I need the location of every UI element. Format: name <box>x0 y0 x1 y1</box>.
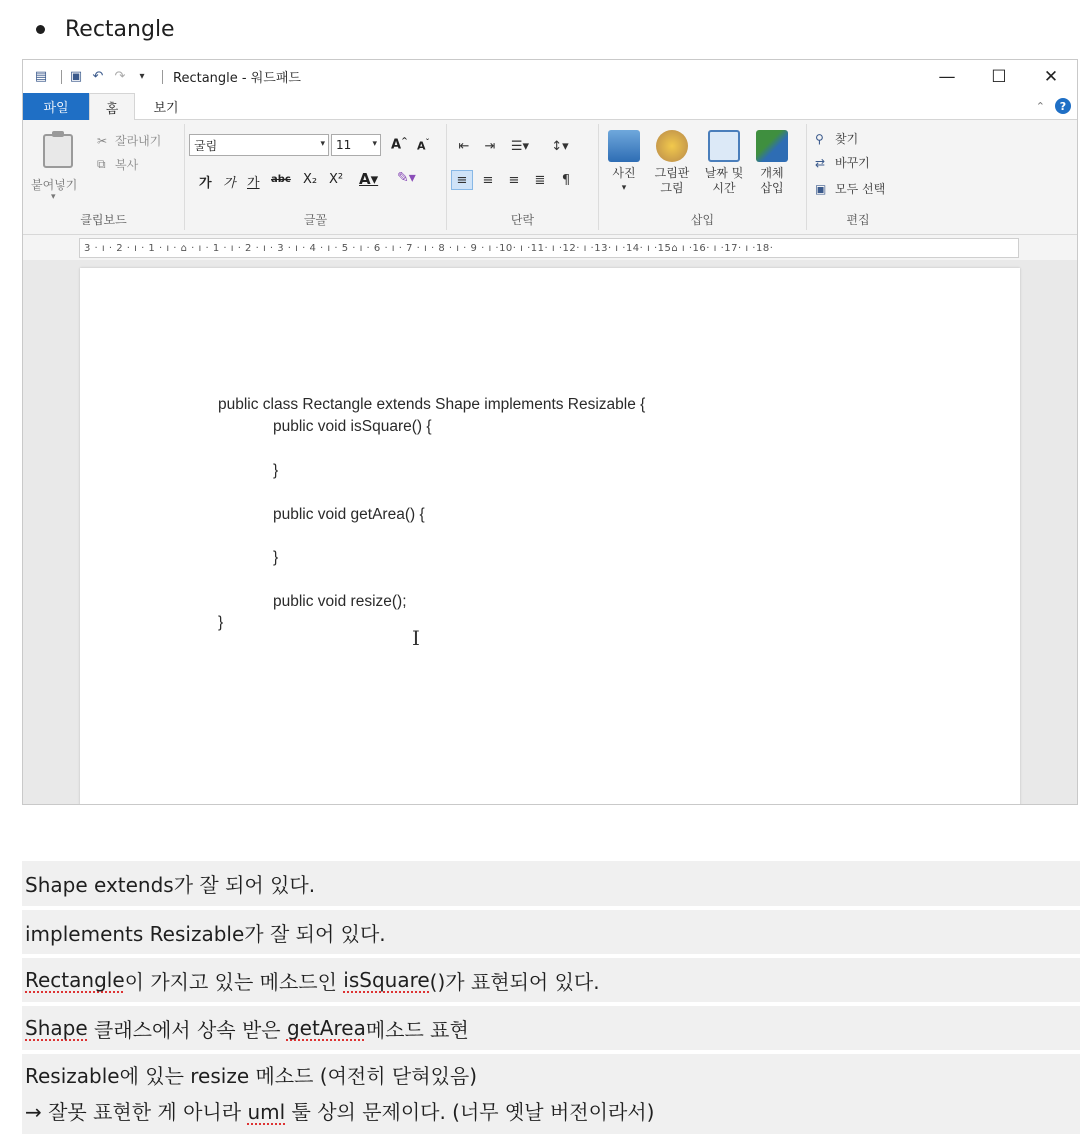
highlight-icon[interactable]: ✎▾ <box>397 170 416 186</box>
object-icon <box>756 130 788 162</box>
cut-button[interactable] <box>97 132 161 149</box>
superscript-button[interactable]: X² <box>329 172 344 187</box>
object-label-2: 삽입 <box>760 181 784 195</box>
tab-home[interactable]: 홈 <box>89 93 135 121</box>
spellcheck-word: uml <box>247 1100 286 1124</box>
insert-object-button[interactable] <box>749 130 795 196</box>
code-line: } <box>273 549 279 566</box>
shrink-font-icon[interactable]: $A^ˇ$ <box>417 138 430 153</box>
decrease-indent-icon[interactable]: ⇤ <box>458 138 470 154</box>
close-button[interactable]: ✕ <box>1043 66 1059 87</box>
wordpad-window <box>22 59 1078 805</box>
bullet-dot <box>36 25 45 34</box>
help-icon[interactable]: ? <box>1055 98 1071 114</box>
document-page[interactable] <box>80 268 1020 805</box>
object-label-1: 개체 <box>760 166 784 180</box>
note-text: 메소드 표현 <box>365 1017 469 1042</box>
note-row <box>22 958 1080 1002</box>
window-controls <box>921 60 1077 93</box>
paragraph-settings-icon[interactable]: ¶ <box>561 172 571 188</box>
code-line: } <box>273 462 279 479</box>
note-row <box>22 861 1080 906</box>
font-group-label: 글꼴 <box>303 213 328 227</box>
increase-indent-icon[interactable]: ⇥ <box>484 138 496 154</box>
note-text: 이 가지고 있는 메소드인 <box>124 969 344 994</box>
wordpad-app-icon[interactable]: ▤ <box>34 69 48 84</box>
scissors-icon: ✂ <box>97 133 108 148</box>
insert-group <box>599 124 807 230</box>
note-row <box>22 1006 1080 1050</box>
datetime-label-2: 시간 <box>712 181 736 195</box>
italic-button[interactable]: 가 <box>223 176 236 191</box>
insert-picture-label: 사진 <box>612 166 636 180</box>
ribbon-tabs <box>23 93 1077 120</box>
divider <box>61 70 62 84</box>
minimize-ribbon-icon[interactable]: ⌃ <box>1035 99 1045 113</box>
paragraph-group <box>447 124 599 230</box>
calendar-icon <box>708 130 740 162</box>
picture-icon <box>608 130 640 162</box>
ribbon-right-controls <box>1036 98 1071 114</box>
note-text: 클래스에서 상속 받은 <box>87 1017 287 1042</box>
quick-access-toolbar <box>33 69 169 85</box>
underline-button[interactable]: 가 <box>247 176 260 191</box>
find-button[interactable] <box>815 130 858 147</box>
font-family-value: 굴림 <box>194 138 218 153</box>
binoculars-icon: ⚲ <box>815 131 824 146</box>
code-line: public void getArea() { <box>273 506 425 523</box>
paste-dropdown-icon[interactable]: ▾ <box>51 192 56 202</box>
insert-picture-button[interactable] <box>601 130 647 196</box>
note-row <box>22 910 1080 954</box>
datetime-label-1: 날짜 및 <box>704 166 744 180</box>
grow-font-icon[interactable]: A^ <box>391 136 408 153</box>
tab-view[interactable]: 보기 <box>153 101 179 116</box>
note-text: → 잘못 표현한 게 아니라 <box>25 1100 248 1124</box>
strikethrough-button[interactable]: abc <box>271 174 291 185</box>
ribbon <box>23 120 1077 235</box>
insert-group-label: 삽입 <box>690 213 715 227</box>
text-cursor-icon: I <box>412 626 420 650</box>
line-spacing-icon[interactable]: ↕▾ <box>551 138 569 154</box>
paste-icon[interactable] <box>43 134 73 168</box>
spellcheck-word: Rectangle <box>25 968 125 992</box>
note-row <box>22 1054 1080 1134</box>
window-title: Rectangle - 워드패드 <box>173 71 301 86</box>
code-line: public void resize(); <box>273 593 407 610</box>
font-size-value: 11 <box>336 138 352 152</box>
paste-button-label[interactable]: 붙여넣기 <box>31 178 78 192</box>
font-color-icon[interactable]: A▾ <box>359 170 379 188</box>
chevron-down-icon: ▾ <box>621 183 627 193</box>
note-text: Shape extends가 잘 되어 있다. <box>25 873 316 897</box>
palette-icon <box>656 130 688 162</box>
align-right-icon[interactable]: ≡ <box>508 172 520 188</box>
note-text: 툴 상의 문제이다. (너무 옛날 버전이라서) <box>285 1100 655 1124</box>
paint-label-1: 그림판 <box>654 166 690 180</box>
tab-file[interactable]: 파일 <box>23 93 89 120</box>
find-label: 찾기 <box>835 132 859 146</box>
minimize-button[interactable]: — <box>938 66 956 87</box>
note-text: implements Resizable가 잘 되어 있다. <box>25 921 386 946</box>
date-time-button[interactable] <box>701 130 747 196</box>
bold-button[interactable]: 가 <box>199 176 212 191</box>
note-text: Resizable에 있는 resize 메소드 (여전히 닫혀있음) <box>25 1064 478 1088</box>
copy-label: 복사 <box>115 158 139 172</box>
select-all-label: 모두 선택 <box>835 182 886 196</box>
customize-toolbar-icon[interactable]: ▾ <box>139 71 145 82</box>
divider <box>162 70 163 84</box>
select-all-icon: ▣ <box>815 181 827 196</box>
undo-icon[interactable]: ↶ <box>92 69 104 84</box>
code-line: } <box>218 614 224 631</box>
paint-drawing-button[interactable] <box>649 130 695 196</box>
cut-label: 잘라내기 <box>115 134 162 148</box>
edit-group <box>807 124 909 230</box>
clipboard-group <box>23 124 185 230</box>
code-line: public class Rectangle extends Shape implements Resizable { <box>218 396 646 413</box>
note-text-line <box>25 1094 654 1130</box>
bullet-list-icon[interactable]: ☰▾ <box>510 138 530 154</box>
chevron-down-icon: ▾ <box>320 139 325 149</box>
font-family-select[interactable] <box>189 134 329 156</box>
align-left-icon[interactable]: ≡ <box>451 170 473 190</box>
redo-icon[interactable]: ↷ <box>114 69 126 84</box>
edit-group-label: 편집 <box>846 213 870 227</box>
code-line: public void isSquare() { <box>273 418 432 435</box>
align-center-icon[interactable]: ≡ <box>482 172 494 188</box>
clipboard-group-label: 클립보드 <box>80 213 127 227</box>
replace-label: 바꾸기 <box>835 156 870 170</box>
subscript-button[interactable]: X₂ <box>303 172 318 187</box>
note-text: ()가 표현되어 있다. <box>429 969 600 994</box>
font-group <box>185 124 447 230</box>
copy-icon: ⧉ <box>97 157 106 171</box>
justify-icon[interactable]: ≣ <box>534 172 546 188</box>
chevron-down-icon: ▾ <box>372 139 377 149</box>
spellcheck-word: getArea <box>286 1016 366 1040</box>
title-bar <box>23 60 1077 93</box>
save-icon[interactable]: ▣ <box>69 69 83 84</box>
replace-icon: ⇄ <box>815 155 826 170</box>
replace-button[interactable] <box>815 154 870 171</box>
spellcheck-word: isSquare <box>343 968 430 992</box>
document-canvas <box>23 260 1077 805</box>
copy-button[interactable] <box>97 156 138 173</box>
select-all-button[interactable] <box>815 180 885 197</box>
horizontal-ruler[interactable]: 3 · ı · 2 · ı · 1 · ı · ⌂ · ı · 1 · ı · 2 · ı · 3 · ı · 4 · ı · 5 · ı · 6 · ı · 7 · ı · 8 · ı · 9 · ı ·10· ı ·11· ı ·12· ı ·13· ı ·14· ı ·15⌂ ı ·16· ı ·17· ı ·18· <box>79 238 1019 258</box>
bullet-item <box>36 14 175 44</box>
paragraph-group-label: 단락 <box>510 213 535 227</box>
spellcheck-word: Shape <box>25 1016 88 1040</box>
paint-label-2: 그림 <box>660 181 684 195</box>
bullet-text: Rectangle <box>65 16 175 42</box>
maximize-button[interactable]: ☐ <box>991 66 1007 87</box>
font-size-select[interactable] <box>331 134 381 156</box>
